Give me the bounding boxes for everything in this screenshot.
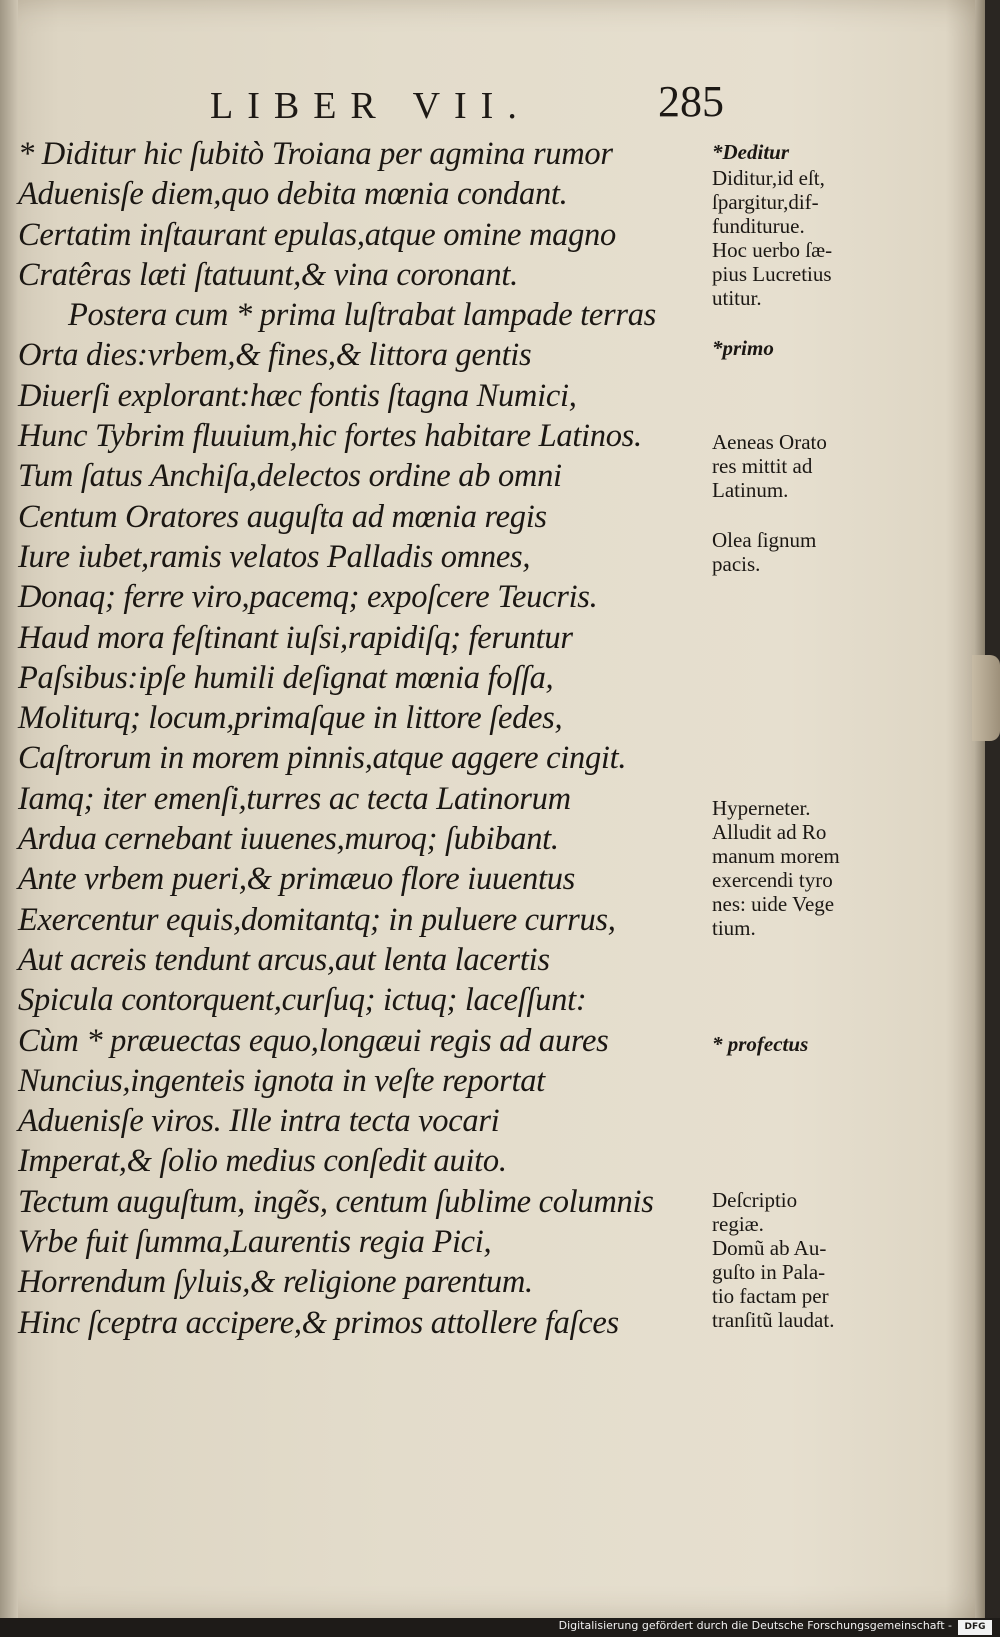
- note-line: tranſitũ laudat.: [712, 1308, 835, 1332]
- bookmark-tab: [972, 655, 1000, 741]
- note-line: funditurue.: [712, 214, 805, 238]
- page-number: 285: [658, 77, 724, 126]
- note-line: nes: uide Vege: [712, 892, 835, 916]
- marginal-note: [712, 528, 816, 576]
- verse-line: Hunc Tybrim fluuium,hic fortes habitare Latinos.: [18, 418, 642, 455]
- note-line: Hoc uerbo ſæ-: [712, 238, 833, 262]
- verse-line: Nuncius,ingenteis ignota in veſte reportat: [18, 1062, 545, 1099]
- note-line: Latinum.: [712, 478, 789, 502]
- note-line: guſto in Pala-: [712, 1260, 826, 1284]
- dfg-logo: DFG: [958, 1620, 992, 1635]
- verse-line: Cùm * præuectas equo,longæui regis ad aures: [18, 1022, 609, 1059]
- verse-line: Caſtrorum in morem pinnis,atque aggere cingit.: [18, 740, 627, 777]
- note-line: utitur.: [712, 286, 762, 310]
- marginal-note: [712, 166, 832, 310]
- verse-line: Donaq; ferre viro,pacemq; expoſcere Teucris.: [18, 579, 598, 616]
- note-line: Domũ ab Au-: [712, 1236, 827, 1260]
- verse-line: Aduenisſe diem,quo debita mœnia condant.: [18, 176, 568, 213]
- verse-line: * Diditur hic ſubitò Troiana per agmina rumor: [18, 136, 613, 172]
- note-line: *Deditur: [712, 140, 790, 164]
- verse-line: Aduenisſe viros. Ille intra tecta vocari: [18, 1103, 500, 1140]
- verse-line: Iamq; iter emenſi,turres ac tecta Latinorum: [18, 780, 571, 817]
- note-line: *primo: [712, 336, 774, 360]
- verse-line: Haud mora feſtinant iuſsi,rapidiſq; feruntur: [18, 619, 573, 656]
- verse-line: Cratêras læti ſtatuunt,& vina coronant.: [18, 256, 518, 293]
- verse-line: Diuerſi explorant:hæc fontis ſtagna Numici,: [18, 377, 577, 414]
- verse-line: Ante vrbem pueri,& primæuo flore iuuentus: [18, 861, 575, 898]
- note-line: pius Lucretius: [712, 262, 832, 286]
- verse-line: Tectum auguſtum, ingẽs, centum ſublime columnis: [18, 1183, 654, 1220]
- marginal-note: [712, 140, 789, 164]
- note-line: Aeneas Orato: [712, 430, 827, 454]
- running-title: LIBER VII.: [210, 85, 531, 127]
- note-line: * profectus: [712, 1032, 809, 1056]
- verse-line: Spicula contorquent,curſuq; ictuq; laceſſunt:: [18, 982, 587, 1019]
- verse-line: Ardua cernebant iuuenes,muroq; ſubibant.: [18, 821, 559, 858]
- verse-line: Imperat,& ſolio medius conſedit auito.: [18, 1143, 507, 1180]
- marginal-note: [712, 796, 840, 940]
- verse-line: Orta dies:vrbem,& fines,& littora gentis: [18, 337, 532, 374]
- note-line: exercendi tyro: [712, 868, 833, 892]
- note-line: Deſcriptio: [712, 1188, 798, 1212]
- marginal-note: [712, 1032, 808, 1056]
- verse-line: Paſsibus:ipſe humili deſignat mœnia foſſa,: [18, 659, 554, 696]
- note-line: ſpargitur,dif-: [712, 190, 819, 214]
- marginal-note: [712, 336, 774, 360]
- note-line: Hyperneter.: [712, 796, 811, 820]
- verse-line: Moliturq; locum,primaſque in littore ſedes,: [18, 700, 563, 737]
- verse-line: Horrendum ſyluis,& religione parentum.: [18, 1264, 533, 1301]
- verse-line: Exercentur equis,domitantq; in puluere currus,: [18, 901, 616, 938]
- digitization-credit: Digitalisierung gefördert durch die Deutsche Forschungsgemeinschaft -: [558, 1619, 952, 1632]
- verse-line: Tum ſatus Anchiſa,delectos ordine ab omni: [18, 458, 562, 495]
- verse-line: Hinc ſceptra accipere,& primos attollere faſces: [18, 1304, 619, 1341]
- note-line: res mittit ad: [712, 454, 813, 478]
- verse-line: Vrbe fuit ſumma,Laurentis regia Pici,: [18, 1224, 492, 1261]
- verse-line: Aut acreis tendunt arcus,aut lenta lacertis: [18, 941, 550, 978]
- note-line: Olea ſignum: [712, 528, 817, 552]
- note-line: manum morem: [712, 844, 840, 868]
- note-line: regiæ.: [712, 1212, 764, 1236]
- verse-column: [18, 134, 708, 1343]
- note-line: tio factam per: [712, 1284, 829, 1308]
- marginal-note: [712, 430, 827, 502]
- page-header: [200, 77, 760, 132]
- note-line: Diditur,id eſt,: [712, 166, 825, 190]
- note-line: Alludit ad Ro: [712, 820, 827, 844]
- note-line: tium.: [712, 916, 756, 940]
- verse-line: Iure iubet,ramis velatos Palladis omnes,: [18, 538, 531, 575]
- page-edge: [975, 0, 985, 1618]
- note-line: pacis.: [712, 552, 761, 576]
- verse-line: Postera cum * prima luſtrabat lampade terras: [68, 297, 657, 334]
- verse-line: Certatim inſtaurant epulas,atque omine magno: [18, 216, 616, 253]
- verse-line: Centum Oratores auguſta ad mœnia regis: [18, 498, 547, 535]
- marginal-note: [712, 1188, 834, 1332]
- page-gutter-shadow: [0, 0, 18, 1618]
